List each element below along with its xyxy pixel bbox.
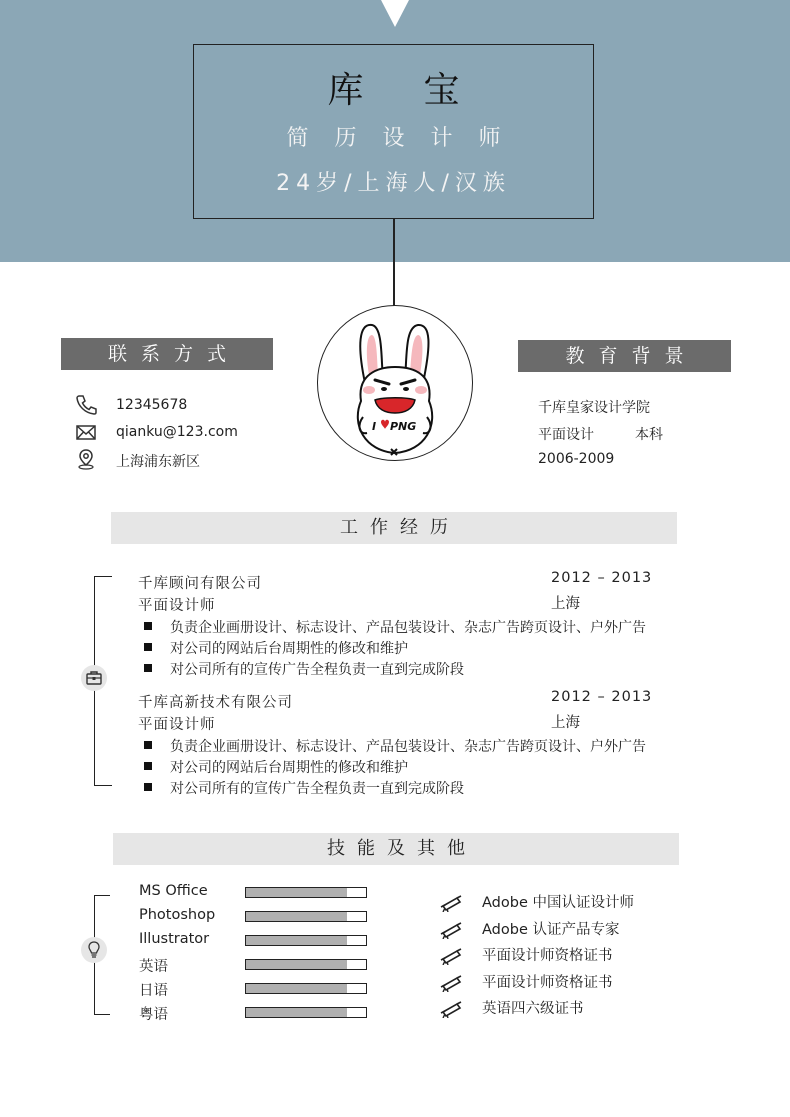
skill-level-bar	[245, 983, 367, 994]
avatar	[317, 305, 473, 461]
phone-icon	[75, 393, 97, 415]
contact-phone: 12345678	[116, 397, 188, 413]
education-degree: 本科	[635, 427, 663, 443]
work-icon-circle	[81, 665, 107, 691]
diploma-scroll-icon	[439, 945, 463, 965]
work-entry-bullet: 对公司的网站后台周期性的修改和维护	[170, 638, 408, 658]
work-entry-role: 平面设计师	[138, 717, 216, 733]
person-name: 库宝	[327, 70, 520, 111]
certificate-item: 平面设计师资格证书	[482, 948, 613, 964]
connector-line	[393, 219, 395, 307]
work-entry-location: 上海	[551, 596, 580, 612]
skill-name: MS Office	[139, 883, 208, 899]
job-title: 简历设计师	[286, 126, 527, 151]
work-entry-dates: 2012 – 2013	[551, 570, 653, 586]
skill-level-bar	[245, 959, 367, 970]
diploma-scroll-icon	[439, 892, 463, 912]
certificate-item: Adobe 中国认证设计师	[482, 895, 634, 911]
work-entry-company: 千库顾问有限公司	[138, 576, 262, 592]
skill-level-bar	[245, 935, 367, 946]
contact-address: 上海浦东新区	[116, 454, 200, 470]
work-entry-bullet: 负责企业画册设计、标志设计、产品包装设计、杂志广告跨页设计、户外广告	[170, 617, 646, 637]
skill-name: Photoshop	[139, 907, 216, 923]
work-entry-bullet: 对公司所有的宣传广告全程负责一直到完成阶段	[170, 659, 464, 679]
skill-level-bar	[245, 887, 367, 898]
svg-text:PNG: PNG	[389, 419, 416, 433]
education-period: 2006-2009	[538, 451, 615, 467]
certificate-item: 平面设计师资格证书	[482, 974, 613, 991]
work-entry-company: 千库高新技术有限公司	[138, 695, 293, 711]
work-entry-bullet: 对公司的网站后台周期性的修改和维护	[170, 757, 408, 777]
diploma-scroll-icon	[439, 919, 463, 939]
work-section-title: 工作经历	[111, 512, 677, 544]
skill-level-fill	[246, 936, 347, 945]
work-entry-location: 上海	[551, 715, 580, 731]
education-major: 平面设计	[538, 427, 594, 443]
skill-level-fill	[246, 1008, 347, 1017]
skill-level-fill	[246, 888, 347, 897]
skill-level-bar	[245, 911, 367, 922]
skills-section-title: 技能及其他	[113, 833, 679, 865]
education-section-title: 教育背景	[518, 340, 731, 372]
certificate-item: Adobe 认证产品专家	[482, 921, 620, 938]
education-school: 千库皇家设计学院	[538, 400, 650, 416]
skill-name: Illustrator	[139, 931, 210, 947]
diploma-scroll-icon	[439, 998, 463, 1018]
skill-name: 英语	[139, 959, 168, 975]
skills-icon-circle	[81, 937, 107, 963]
work-entry-role: 平面设计师	[138, 598, 216, 614]
certificate-item: 英语四六级证书	[482, 1001, 584, 1017]
svg-text:I: I	[371, 419, 376, 433]
contact-section-title: 联系方式	[61, 338, 273, 370]
work-entry-dates: 2012 – 2013	[551, 689, 653, 705]
work-entry-bullet: 负责企业画册设计、标志设计、产品包装设计、杂志广告跨页设计、户外广告	[170, 736, 646, 756]
banner-notch	[381, 0, 409, 27]
mail-icon	[75, 422, 97, 444]
lightbulb-icon	[81, 937, 107, 963]
personal-info: 24岁/上海人/汉族	[276, 171, 511, 196]
skill-name: 粤语	[139, 1007, 168, 1023]
skill-level-fill	[246, 984, 347, 993]
work-entry-bullet: 对公司所有的宣传广告全程负责一直到完成阶段	[170, 778, 464, 798]
skill-level-bar	[245, 1007, 367, 1018]
diploma-scroll-icon	[439, 972, 463, 992]
skill-name: 日语	[139, 983, 168, 999]
bunny-avatar-icon	[317, 305, 473, 461]
skill-level-fill	[246, 960, 347, 969]
contact-email: qianku@123.com	[116, 424, 238, 440]
briefcase-icon	[81, 665, 107, 691]
skill-level-fill	[246, 912, 347, 921]
location-pin-icon	[75, 448, 97, 470]
